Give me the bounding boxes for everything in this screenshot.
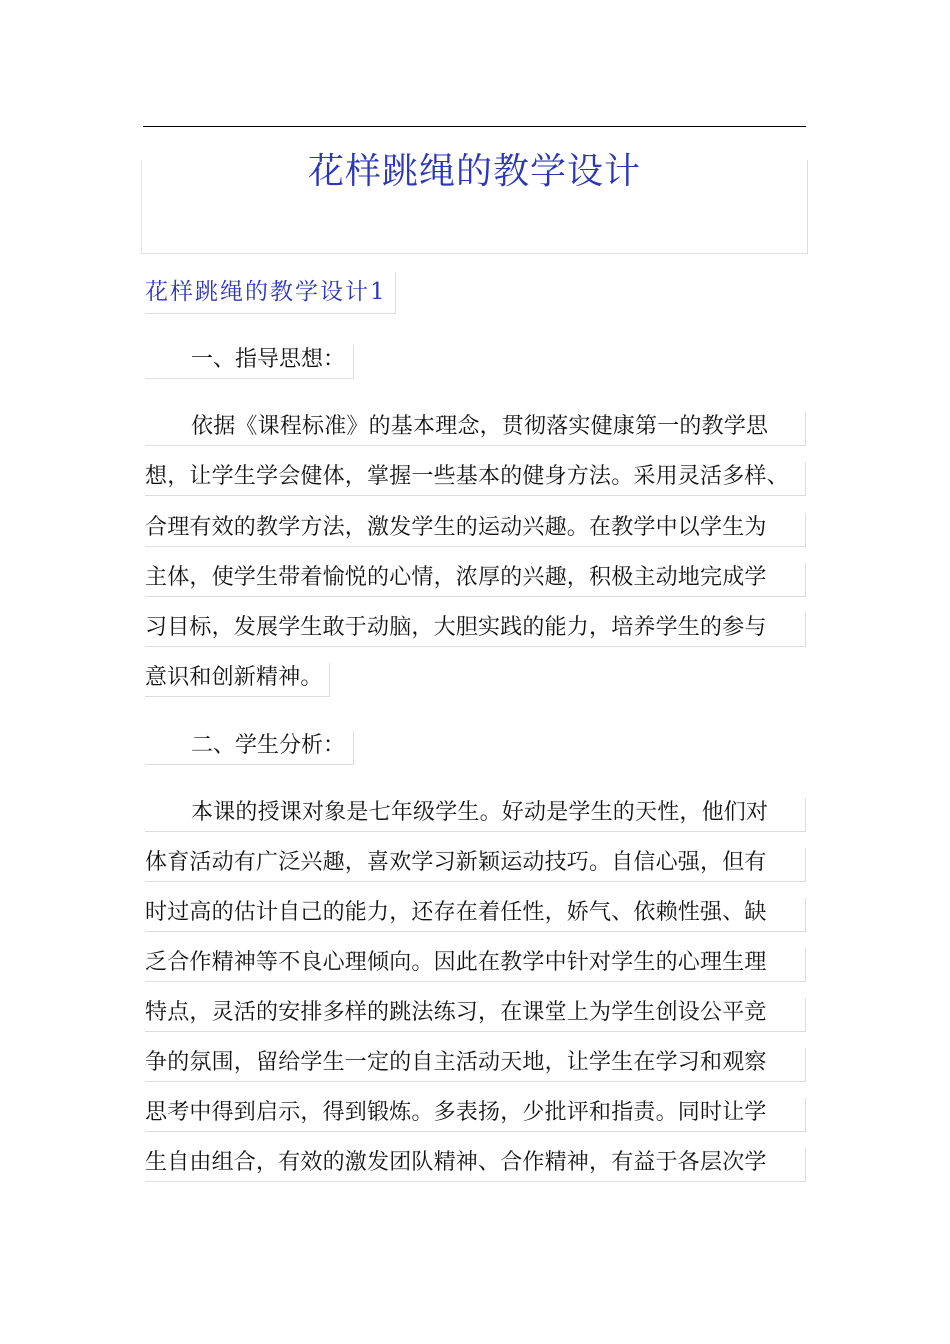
- paragraph-line: 时过高的估计自己的能力，还存在着任性，娇气、依赖性强、缺: [145, 898, 806, 932]
- paragraph-line: 本课的授课对象是七年级学生。好动是学生的天性，他们对: [145, 798, 806, 832]
- section-title: 花样跳绳的教学设计1: [145, 272, 396, 314]
- paragraph-line: 意识和创新精神。: [145, 663, 330, 697]
- paragraph-line: 乏合作精神等不良心理倾向。因此在教学中针对学生的心理生理: [145, 948, 806, 982]
- title-box: [141, 151, 808, 254]
- paragraph-line: 习目标，发展学生敢于动脑，大胆实践的能力，培养学生的参与: [145, 613, 806, 647]
- paragraph-line: 主体，使学生带着愉悦的心情，浓厚的兴趣，积极主动地完成学: [145, 563, 806, 597]
- paragraph-line: 合理有效的教学方法，激发学生的运动兴趣。在教学中以学生为: [145, 513, 806, 547]
- top-rule: [143, 126, 806, 127]
- heading-guiding-ideology: 一、指导思想：: [145, 345, 354, 379]
- paragraph-line: 想，让学生学会健体，掌握一些基本的健身方法。采用灵活多样、: [145, 462, 806, 496]
- paragraph-line: 特点，灵活的安排多样的跳法练习，在课堂上为学生创设公平竞: [145, 998, 806, 1032]
- paragraph-line: 思考中得到启示，得到锻炼。多表扬，少批评和指责。同时让学: [145, 1098, 806, 1132]
- paragraph-line: 生自由组合，有效的激发团队精神、合作精神，有益于各层次学: [145, 1148, 806, 1182]
- paragraph-line: 依据《课程标准》的基本理念，贯彻落实健康第一的教学思: [145, 412, 806, 446]
- heading-student-analysis: 二、学生分析：: [145, 731, 354, 765]
- paragraph-line: 体育活动有广泛兴趣，喜欢学习新颖运动技巧。自信心强，但有: [145, 848, 806, 882]
- paragraph-line: 争的氛围，留给学生一定的自主活动天地，让学生在学习和观察: [145, 1048, 806, 1082]
- document-title: 花样跳绳的教学设计: [307, 151, 641, 192]
